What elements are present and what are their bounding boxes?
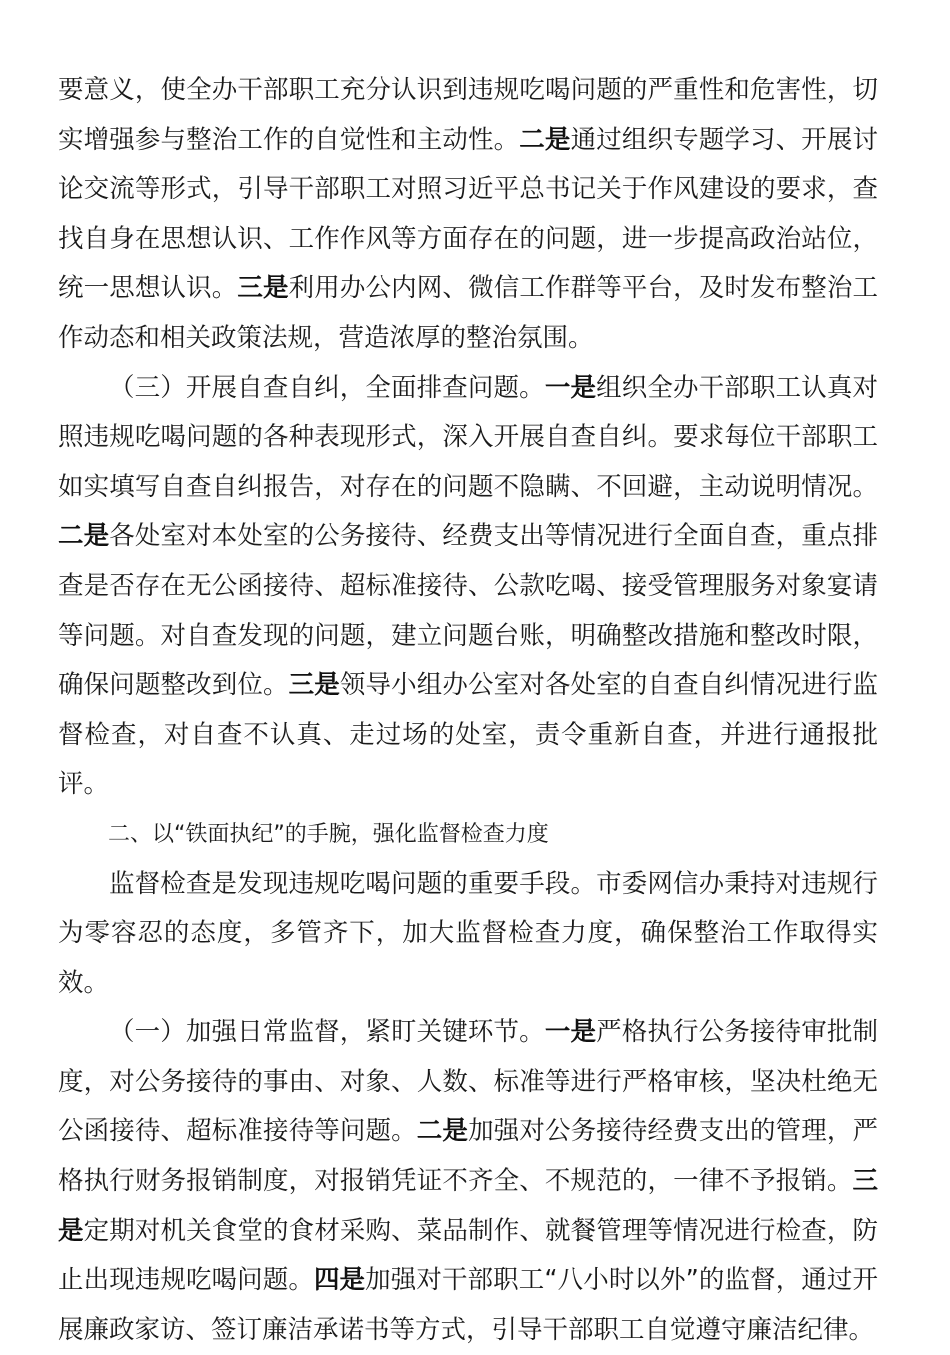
document-page [58, 66, 878, 1355]
text-segment: 严格执行公务接待审批制度，对公务接待的事由、对象、人数、标准等进行严格审核，坚决杜绝无公函接待、超标准接待等问题。 [58, 1017, 878, 1147]
text-segment: 组织全办干部职工认真对照违规吃喝问题的各种表现形式，深入开展自查自纠。要求每位干部职工如实填写自查自纠报告，对存在的问题不隐瞒、不回避，主动说明情况。 [58, 372, 878, 502]
text-segment: 定期对机关食堂的食材采购、菜品制作、就餐管理等情况进行检查，防止出现违规吃喝问题。 [58, 1215, 878, 1296]
text-segment: 通过组织专题学习、开展讨论交流等形式，引导干部职工对照习近平总书记关于作风建设的要求，查找自身在思想认识、工作作风等方面存在的问题，进一步提高政治站位，统一思想认识。 [58, 124, 878, 304]
bold-marker: 三是 [58, 1166, 878, 1246]
paragraph-2 [58, 364, 878, 810]
section-heading [58, 810, 878, 860]
text-segment: 加强对公务接待经费支出的管理，严格执行财务报销制度，对报销凭证不齐全、不规范的，一律不予报销。 [58, 1116, 878, 1197]
text-segment: 监督检查是发现违规吃喝问题的重要手段。市委网信办秉持对违规行为零容忍的态度，多管齐下，加大监督检查力度，确保整治工作取得实效。 [58, 868, 878, 998]
text-segment: 加强对干部职工“八小时以外”的监督，通过开展廉政家访、签订廉洁承诺书等方式，引导干部职工自觉遵守廉洁纪律。 [58, 1265, 878, 1345]
text-segment: 领导小组办公室对各处室的自查自纠情况进行监督检查，对自查不认真、走过场的处室，责令重新自查，并进行通报批评。 [58, 670, 878, 800]
bold-marker: 二是 [416, 1116, 469, 1147]
bold-marker: 二是 [519, 124, 571, 155]
text-segment: 要意义，使全办干部职工充分认识到违规吃喝问题的严重性和危害性，切实增强参与整治工作的自觉性和主动性。 [58, 75, 878, 155]
bold-marker: 一是 [544, 1017, 597, 1048]
bold-marker: 二是 [58, 521, 110, 552]
bold-marker: 三是 [237, 273, 289, 304]
text-segment: 利用办公内网、微信工作群等平台，及时发布整治工作动态和相关政策法规，营造浓厚的整治氛围。 [58, 273, 878, 353]
heading-text: 二、以“铁面执纪”的手腕，强化监督检查力度 [108, 821, 549, 847]
paragraph-4 [58, 860, 878, 1009]
text-segment: （三）开展自查自纠，全面排查问题。 [109, 372, 545, 403]
text-segment: （一）加强日常监督，紧盯关键环节。 [109, 1017, 545, 1048]
bold-marker: 一是 [544, 372, 597, 403]
bold-marker: 四是 [313, 1265, 366, 1296]
paragraph-5 [58, 1008, 878, 1355]
text-segment: 各处室对本处室的公务接待、经费支出等情况进行全面自查，重点排查是否存在无公函接待、超标准接待、公款吃喝、接受管理服务对象宴请等问题。对自查发现的问题，建立问题台账，明确整改措施和整改时限，确保问题整改到位。 [58, 521, 878, 701]
paragraph-1 [58, 66, 878, 364]
bold-marker: 三是 [288, 670, 340, 701]
